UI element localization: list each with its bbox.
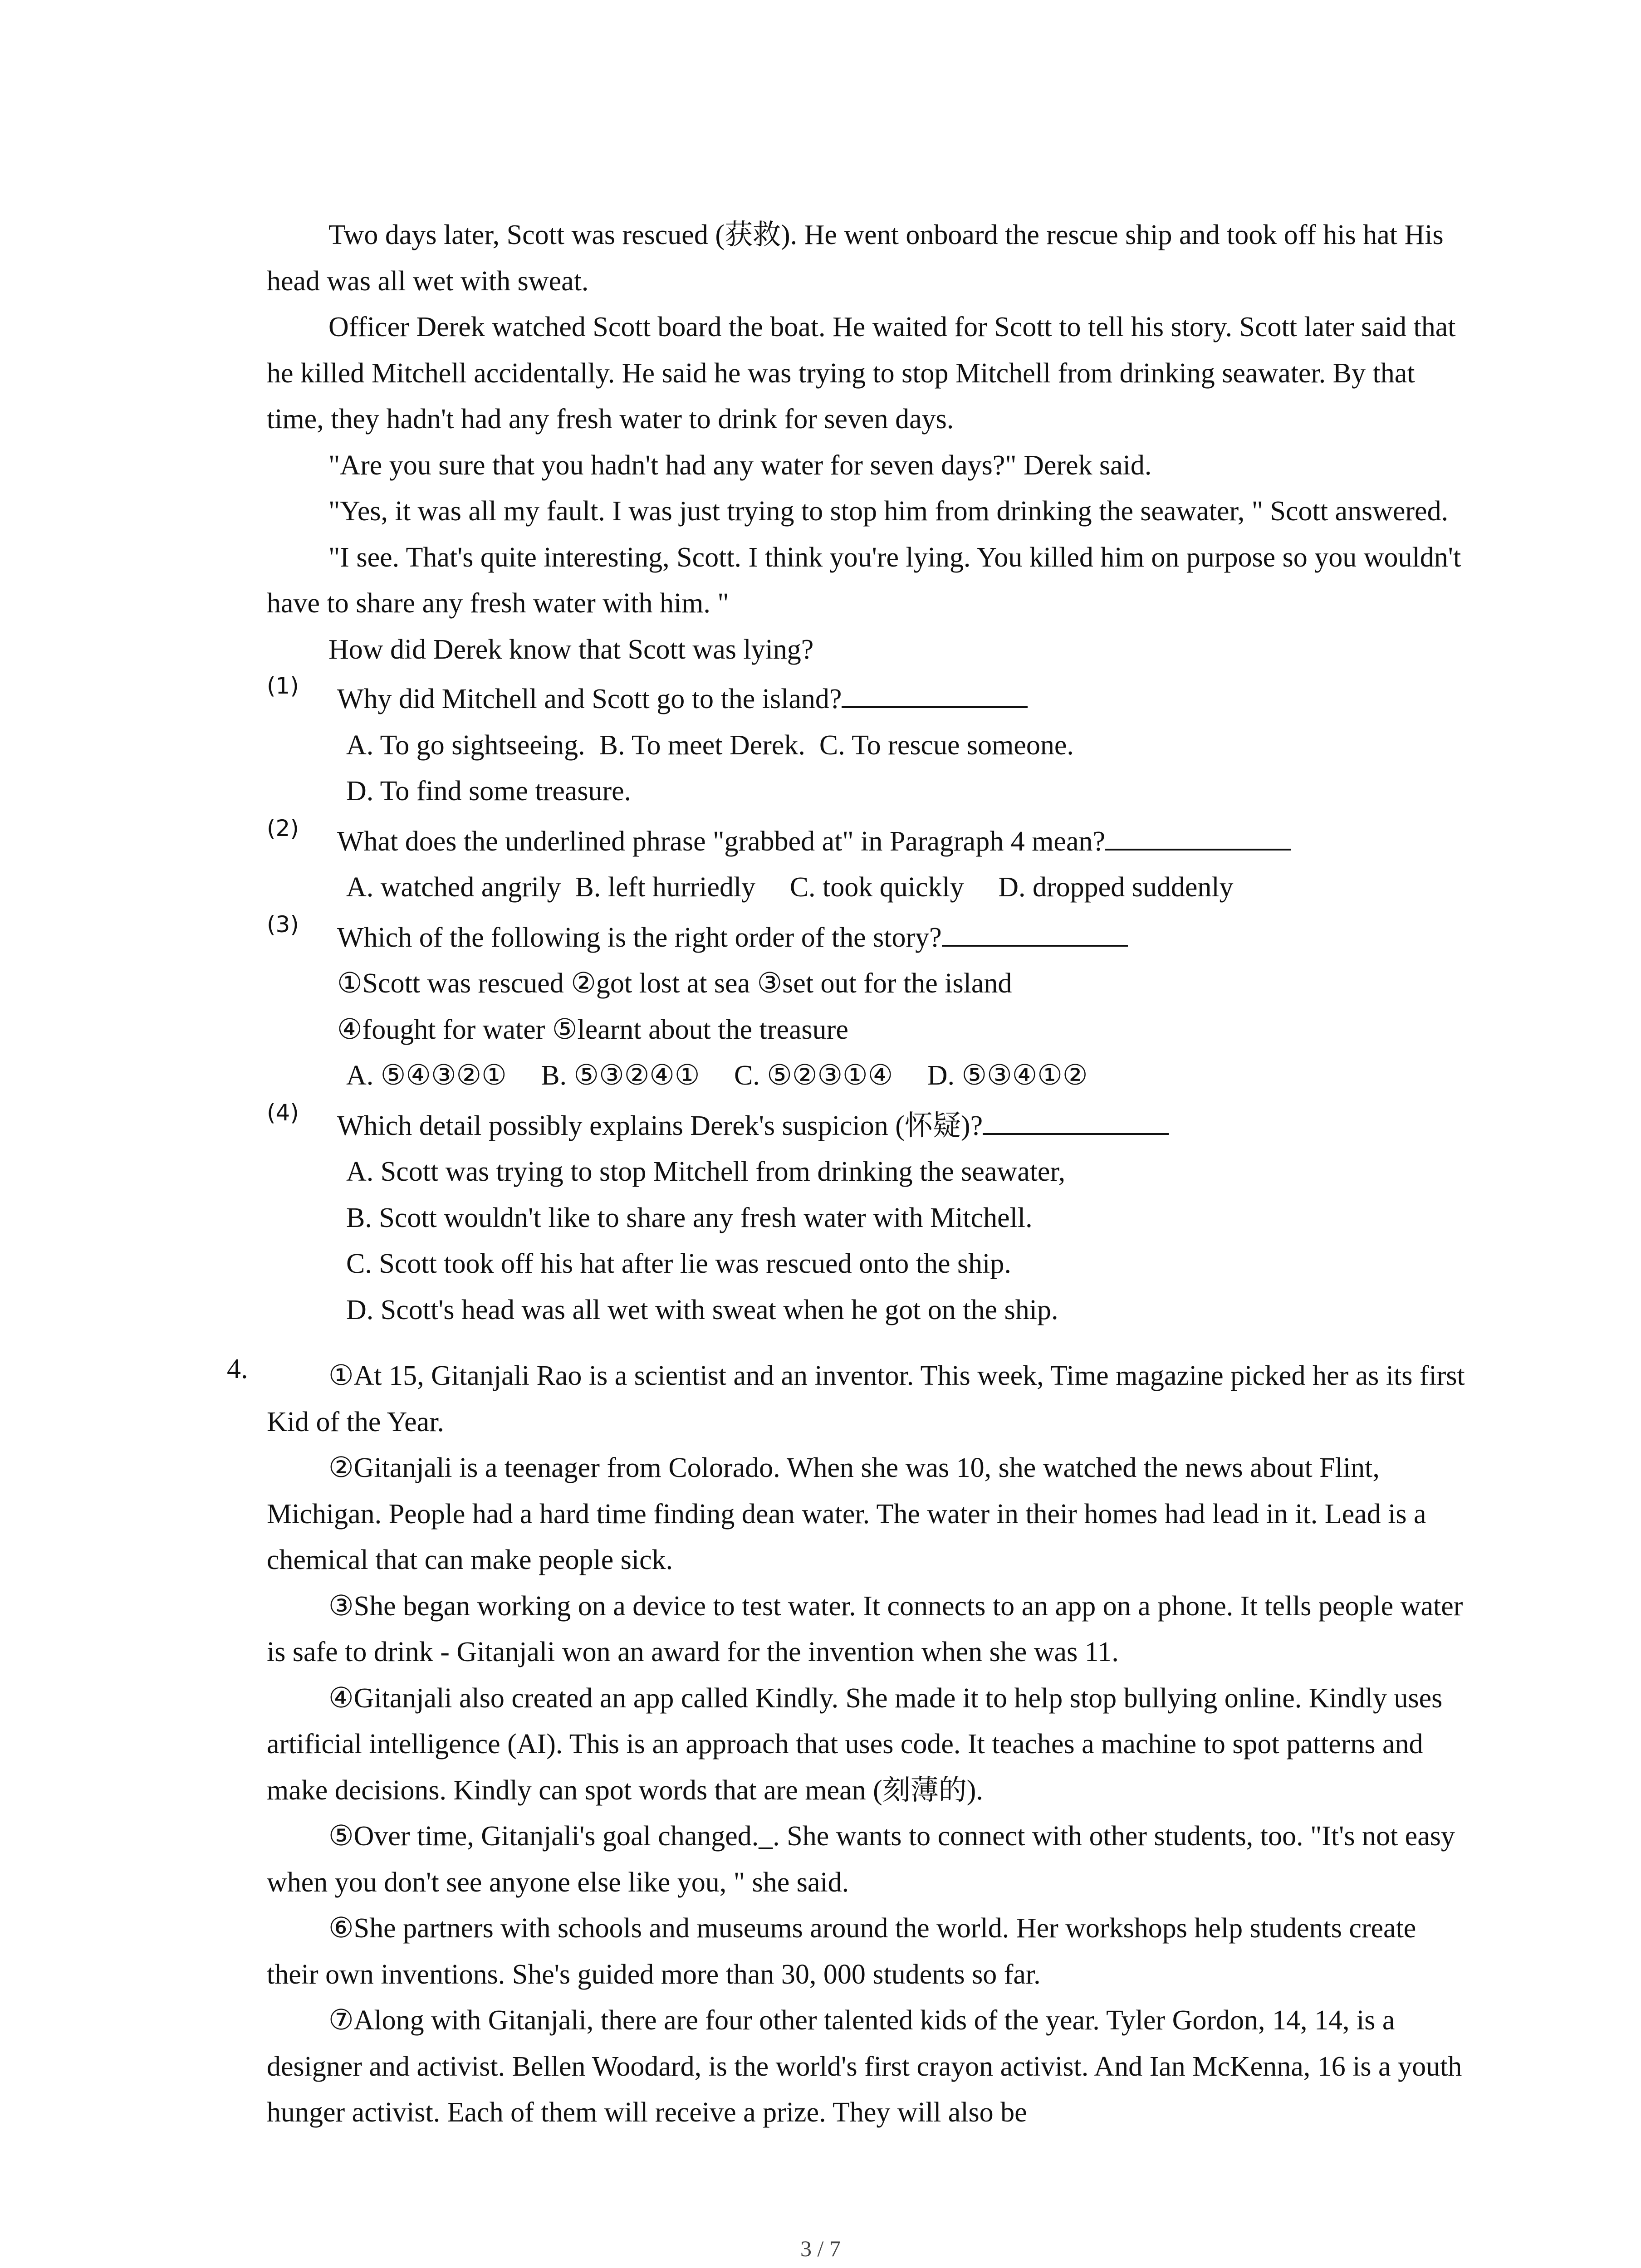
question-text	[267, 1103, 1474, 1149]
event-list-line: ④fought for water ⑤learnt about the treasure	[337, 1014, 848, 1045]
story-paragraph: How did Derek know that Scott was lying?	[328, 634, 814, 665]
option-c[interactable]: C. Scott took off his hat after lie was rescued onto the ship.	[346, 1248, 1011, 1279]
story-paragraph: Two days later, Scott was rescued (获救). He went onboard the rescue ship and took off his hat His head was all wet with sweat.	[267, 220, 1444, 297]
story-paragraph: "Yes, it was all my fault. I was just trying to stop him from drinking the seawater, " Scott answered.	[328, 496, 1449, 527]
option-c[interactable]: C. took quickly	[789, 872, 964, 903]
answer-blank[interactable]	[842, 679, 1028, 708]
passage-paragraph: ⑦Along with Gitanjali, there are four other talented kids of the year. Tyler Gordon, 14, 14, is a designer and activist. Bellen Woodard, is the world's first crayon activist. And Ian McKenna, 16 is a youth hunger activist. Each of them will receive a prize. They will also be	[267, 2005, 1462, 2128]
option-b[interactable]: B. To meet Derek.	[599, 729, 805, 761]
answer-blank[interactable]	[983, 1106, 1169, 1135]
option-b[interactable]: B. ⑤③②④①	[541, 1060, 700, 1091]
story-paragraph: Officer Derek watched Scott board the boat. He waited for Scott to tell his story. Scott later said that he killed Mitchell accidentally. He said he was trying to stop Mitchell from drinking seawater. By that time, they hadn't had any fresh water to drink for seven days.	[267, 312, 1456, 435]
question-1	[267, 673, 1474, 815]
story-paragraph: "Are you sure that you hadn't had any water for seven days?" Derek said.	[328, 450, 1152, 481]
question-text	[267, 676, 1474, 723]
question-number: (2)	[267, 815, 299, 841]
option-row	[267, 865, 1474, 911]
passage-paragraph: ④Gitanjali also created an app called Kindly. She made it to help stop bullying online. Kindly uses artificial intelligence (AI). This is an approach that uses code. It teaches a machine to spot patterns and make decisions. Kindly can spot words that are mean (刻薄的).	[267, 1682, 1443, 1806]
question-stem: Why did Mitchell and Scott go to the island?	[337, 684, 842, 714]
question-2	[267, 815, 1474, 911]
page-number: 3 / 7	[800, 2236, 841, 2261]
option-row	[267, 1053, 1474, 1099]
option-c[interactable]: C. ⑤②③①④	[734, 1060, 893, 1091]
question-text	[267, 915, 1474, 961]
option-a[interactable]: A. watched angrily	[346, 872, 561, 903]
question-number: (3)	[267, 911, 299, 938]
page-content	[227, 212, 1474, 2136]
option-row	[267, 723, 1474, 769]
passage-paragraph: ①At 15, Gitanjali Rao is a scientist and an inventor. This week, Time magazine picked her as its first Kid of the Year.	[267, 1360, 1465, 1437]
option-d[interactable]: D. ⑤③④①②	[927, 1060, 1088, 1091]
question-3	[267, 911, 1474, 1099]
story-paragraph: "I see. That's quite interesting, Scott. I think you're lying. You killed him on purpose so you wouldn't have to share any fresh water with him. "	[267, 542, 1461, 619]
question-stem: Which of the following is the right order of the story?	[337, 922, 942, 953]
question-number: (4)	[267, 1099, 299, 1126]
answer-blank[interactable]	[1105, 821, 1291, 850]
option-d[interactable]: D. dropped suddenly	[998, 872, 1234, 903]
question-4	[267, 1099, 1474, 1334]
passage-paragraph: ⑤Over time, Gitanjali's goal changed._. She wants to connect with other students, too. "It's not easy when you don't see anyone else like you, " she said.	[267, 1821, 1455, 1898]
option-a[interactable]: A. Scott was trying to stop Mitchell from drinking the seawater,	[346, 1156, 1066, 1187]
option-d[interactable]: D. To find some treasure.	[346, 776, 632, 807]
question-number: (1)	[267, 673, 299, 699]
option-d[interactable]: D. Scott's head was all wet with sweat when he got on the ship.	[346, 1294, 1058, 1325]
event-list-line: ①Scott was rescued ②got lost at sea ③set out for the island	[337, 968, 1012, 999]
option-row	[267, 768, 1474, 815]
option-b[interactable]: B. Scott wouldn't like to share any fresh water with Mitchell.	[346, 1202, 1033, 1233]
question-stem: Which detail possibly explains Derek's suspicion (怀疑)?	[337, 1110, 983, 1141]
question-text	[267, 819, 1474, 865]
answer-blank[interactable]	[942, 918, 1128, 947]
option-b[interactable]: B. left hurriedly	[575, 872, 756, 903]
passage-number: 4.	[227, 1354, 248, 1384]
passage-4	[227, 1353, 1474, 2136]
option-a[interactable]: A. To go sightseeing.	[346, 729, 585, 761]
passage-paragraph: ⑥She partners with schools and museums around the world. Her workshops help students create their own inventions. She's guided more than 30, 000 students so far.	[267, 1913, 1416, 1990]
passage-paragraph: ③She began working on a device to test water. It connects to an app on a phone. It tells people water is safe to drink - Gitanjali won an award for the invention when she was 11.	[267, 1590, 1463, 1667]
option-a[interactable]: A. ⑤④③②①	[346, 1060, 507, 1091]
question-stem: What does the underlined phrase "grabbed at" in Paragraph 4 mean?	[337, 826, 1105, 857]
passage-paragraph: ②Gitanjali is a teenager from Colorado. When she was 10, she watched the news about Flint, Michigan. People had a hard time finding dean water. The water in their homes had lead in it. Lead is a chemical that can make people sick.	[267, 1452, 1426, 1575]
option-c[interactable]: C. To rescue someone.	[819, 729, 1074, 761]
